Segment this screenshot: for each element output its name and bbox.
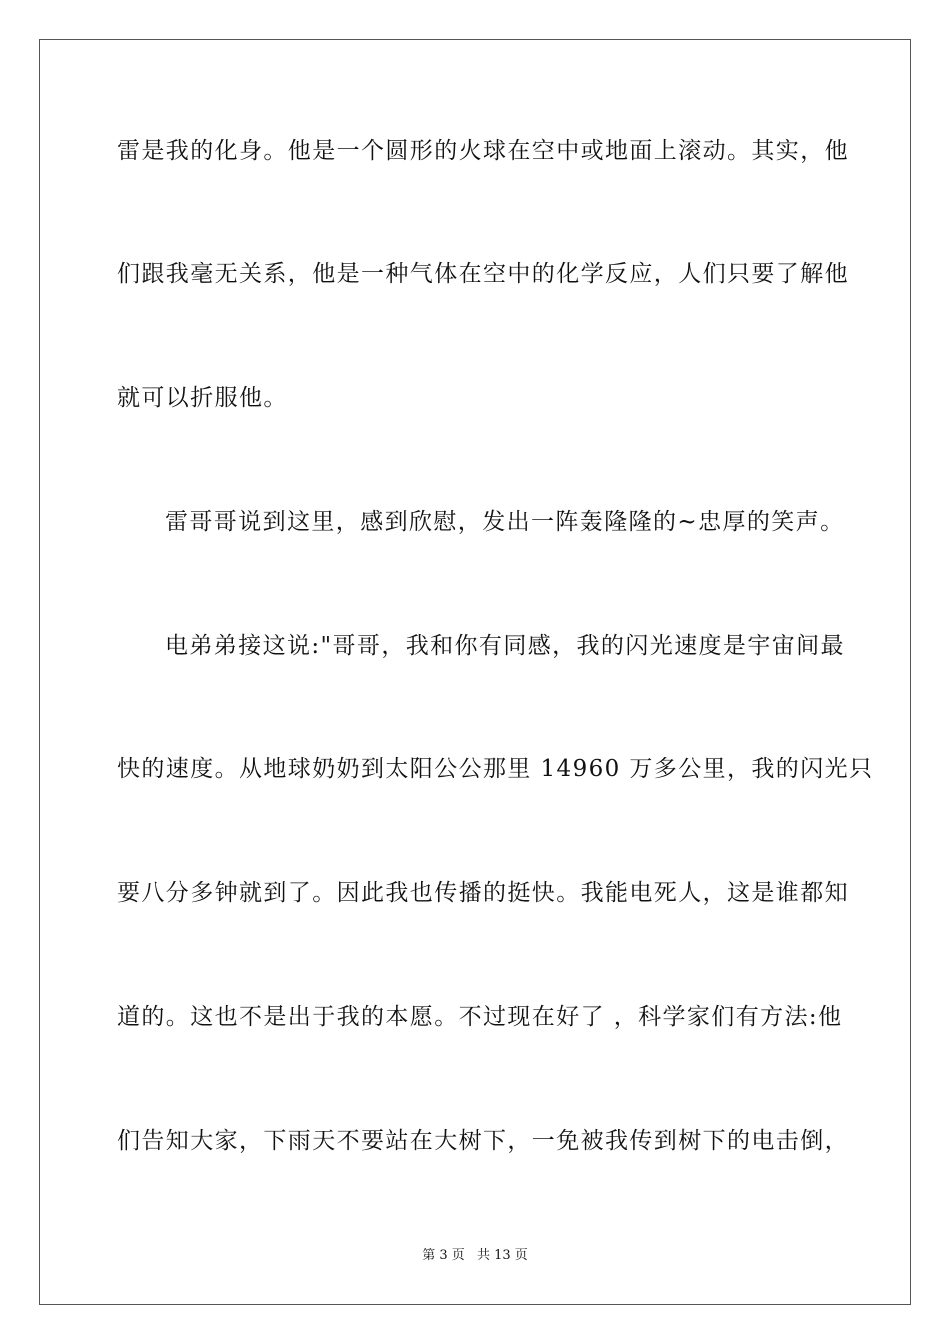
text-line: 雷哥哥说到这里，感到欣慰，发出一阵轰隆隆的~忠厚的笑声。: [165, 509, 845, 535]
page-footer: [0, 1247, 950, 1265]
text-line: 就可以折服他。: [117, 385, 288, 411]
text-line: 们跟我毫无关系，他是一种气体在空中的化学反应，人们只要了解他: [117, 261, 849, 287]
text-line: 雷是我的化身。他是一个圆形的火球在空中或地面上滚动。其实，他: [117, 138, 849, 164]
text-line: 道的。这也不是出于我的本愿。不过现在好了 ，科学家们有方法:他: [117, 1004, 843, 1030]
text-line: 快的速度。从地球奶奶到太阳公公那里 14960 万多公里，我的闪光只: [117, 756, 874, 782]
page-border: [39, 39, 911, 1305]
page-number: 第 3 页: [422, 1248, 465, 1263]
text-line: 电弟弟接这说:"哥哥，我和你有同感，我的闪光速度是宇宙间最: [165, 633, 845, 659]
page-total: 共 13 页: [476, 1248, 528, 1263]
text-line: 们告知大家，下雨天不要站在大树下，一免被我传到树下的电击倒，: [117, 1128, 849, 1154]
text-line: 要八分多钟就到了。因此我也传播的挺快。我能电死人，这是谁都知: [117, 880, 849, 906]
